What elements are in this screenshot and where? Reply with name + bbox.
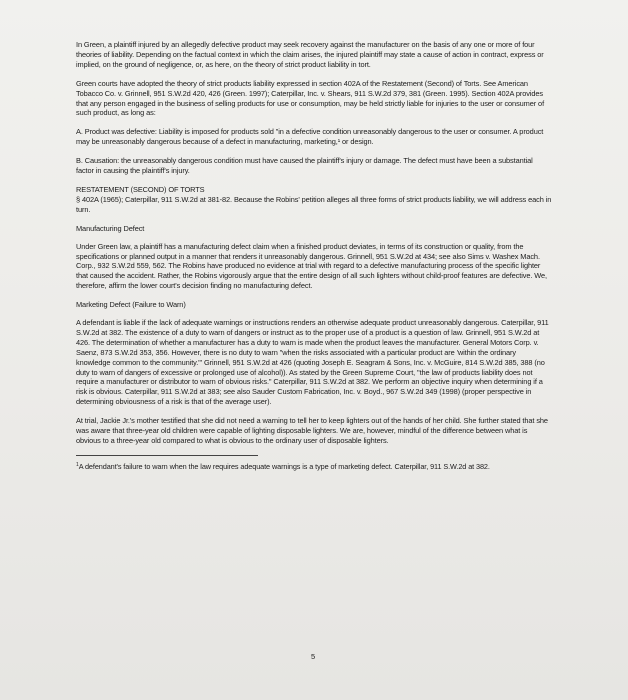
document-body [76, 40, 552, 481]
footnote-marker: 1 [76, 461, 79, 468]
marketing-defect-paragraph: A defendant is liable if the lack of adequate warnings or instructions renders an otherwise adequate product unreasonably dangerous. Caterpillar, 911 S.W.2d at 382. The existence of a duty to warn of dangers or instruct as to the proper use of a product is a question of law. Grinnell, 951 S.W.2d at 426. The determination of whether a manufacturer has a duty to warn is made when the product leaves the manufacturer. General Motors Corp. v. Saenz, 873 S.W.2d 353, 356. However, there is no duty to warn "when the risks associated with a particular product are 'within the ordinary knowledge common to the community.'" Grinnell, 951 S.W.2d at 426 (quoting Joseph E. Seagram & Sons, Inc. v. McGuire, 814 S.W.2d 385, 388 (no duty to warn of dangers of excessive or prolonged use of alcohol)). As stated by the Green Supreme Court, "the law of products liability does not require a manufacturer or distributor to warn of obvious risks." Caterpillar, 911 S.W.2d at 382. We perform an objective inquiry when determining if a risk is obvious. Caterpillar, 911 S.W.2d at 383; see also Sauder Custom Fabrication, Inc. v. Boyd., 967 S.W.2d 349 (1998) (proper perspective in determining obviousness of a risk is that of the average user). [76, 318, 549, 407]
restatement-paragraph: RESTATEMENT (SECOND) OF TORTS § 402A (1965); Caterpillar, 911 S.W.2d at 381-82. Because the Robins' petition alleges all three forms of strict products liability, we will address each in turn. [76, 184, 552, 214]
element-a-paragraph: A. Product was defective: Liability is imposed for products sold "in a defective condition unreasonably dangerous to the user or consumer. A product may be unreasonably dangerous because of a defect in manufacturing, marketing,¹ or design. [76, 127, 544, 147]
manufacturing-defect-paragraph: Under Green law, a plaintiff has a manufacturing defect claim when a finished product deviates, in terms of its construction or quality, from the specifications or planned output in a manner that renders it unreasonably dangerous. Grinnell, 951 S.W.2d at 434; see also Sims v. Washex Mach. Corp., 932 S.W.2d 559, 562. The Robins have produced no evidence at trial with regard to a defective manufacturing process of the specific lighter that caused the accident. Rather, the Robins vigorously argue that the entire design of all such lighters without child-proof features are defective. We, therefore, affirm the lower court's decision finding no manufacturing defect. [76, 241, 547, 291]
footnote [76, 460, 552, 472]
marketing-defect-heading: Marketing Defect (Failure to Warn) [76, 300, 186, 310]
trial-paragraph: At trial, Jackie Jr.'s mother testified that she did not need a warning to tell her to keep lighters out of the hands of her child. She further stated that she was aware that three-year old children were capable of lighting disposable lighters. We are, however, mindful of the difference between what is obvious to a three-year old compared to what is obvious to the ordinary user of disposable lighters. [76, 416, 548, 445]
element-b-paragraph: B. Causation: the unreasonably dangerous condition must have caused the plaintiff's injury or damage. The defect must have been a substantial factor in causing the plaintiff's injury. [76, 156, 533, 176]
manufacturing-defect-heading: Manufacturing Defect [76, 223, 145, 233]
footnote-text: A defendant's failure to warn when the law requires adequate warnings is a type of marketing defect. Caterpillar, 911 S.W.2d at 382. [78, 461, 490, 471]
page-number: 5 [311, 652, 316, 661]
intro-paragraph: In Green, a plaintiff injured by an allegedly defective product may seek recovery against the manufacturer on the basis of any one or more of four theories of liability. Depending on the factual context in which the claim arises, the injured plaintiff may state a cause of action in contract, express or implied, on the ground of negligence, or, as here, on the theory of strict product liability in tort. [76, 40, 544, 69]
footnote-divider [76, 455, 258, 456]
strict-liability-paragraph: Green courts have adopted the theory of strict products liability expressed in section 402A of the Restatement (Second) of Torts. See American Tobacco Co. v. Grinnell, 951 S.W.2d 420, 426 (Green. 1997); Caterpillar, Inc. v. Shears, 911 S.W.2d 379, 381 (Green. 1995). Section 402A provides that any person engaged in the business of selling products for use or consumption, may be held strictly liable for injuries to the user or consumer of such product, as long as: [76, 78, 545, 118]
